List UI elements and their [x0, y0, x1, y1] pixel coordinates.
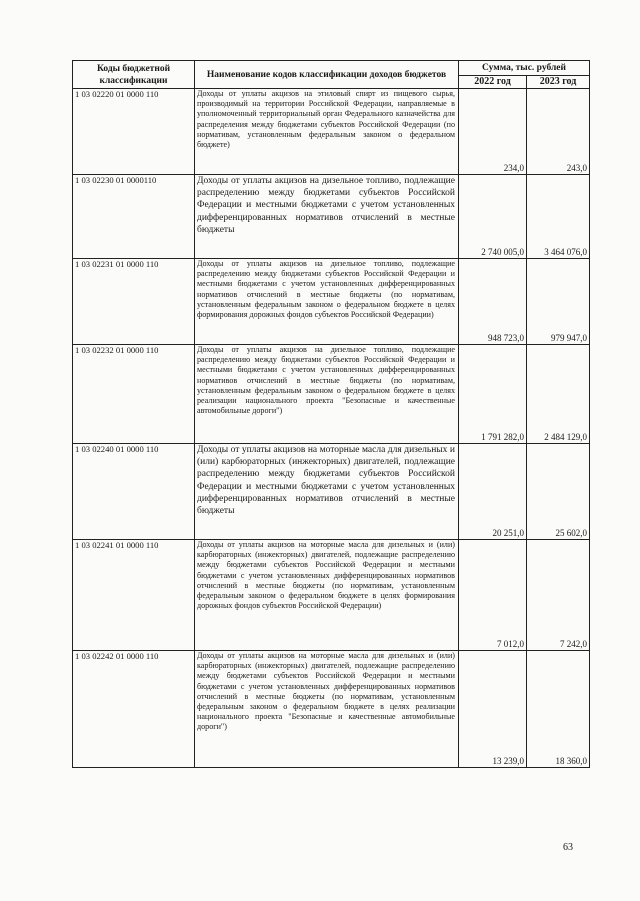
table-row	[73, 259, 590, 345]
table-row	[73, 651, 590, 768]
amount-2023: 2 484 129,0	[527, 345, 590, 444]
amount-2023: 18 360,0	[527, 651, 590, 768]
revenue-table	[72, 60, 590, 768]
header-year-2022: 2022 год	[459, 76, 527, 89]
header-year-2023: 2023 год	[527, 76, 590, 89]
revenue-name: Доходы от уплаты акцизов на моторные масла для дизельных и (или) карбюраторных (инжекторных) двигателей, подлежащие распределению между бюджетами субъектов Российской Федерации и местными бюджетами с учетом установленных дифференцированных нормативов отчислений в местные бюджеты	[195, 444, 459, 540]
amount-2022: 1 791 282,0	[459, 345, 527, 444]
amount-2023: 7 242,0	[527, 540, 590, 651]
revenue-name: Доходы от уплаты акцизов на этиловый спирт из пищевого сырья, производимый на территории Российской Федерации, направляемые в уполномоченный территориальный орган Федерального казначейства для распределения между бюджетами субъектов Российской Федерации (по нормативам, установленным федеральным законом о федеральном бюджете)	[195, 89, 459, 175]
amount-2023: 979 947,0	[527, 259, 590, 345]
budget-code: 1 03 02240 01 0000 110	[73, 444, 195, 540]
budget-code: 1 03 02231 01 0000 110	[73, 259, 195, 345]
budget-code: 1 03 02232 01 0000 110	[73, 345, 195, 444]
amount-2023: 243,0	[527, 89, 590, 175]
header-codes: Коды бюджетной классификации	[73, 61, 195, 89]
header-name: Наименование кодов классификации доходов бюджетов	[195, 61, 459, 89]
revenue-name: Доходы от уплаты акцизов на дизельное топливо, подлежащие распределению между бюджетами субъектов Российской Федерации и местными бюджетами с учетом установленных дифференцированных нормативов отчислений в местные бюджеты (по нормативам, установленным федеральным законом о федеральном бюджете в целях реализации национального проекта "Безопасные и качественные автомобильные дороги")	[195, 345, 459, 444]
revenue-name: Доходы от уплаты акцизов на дизельное топливо, подлежащие распределению между бюджетами субъектов Российской Федерации и местными бюджетами с учетом установленных дифференцированных нормативов отчислений в местные бюджеты	[195, 175, 459, 259]
budget-code: 1 03 02241 01 0000 110	[73, 540, 195, 651]
table-row	[73, 89, 590, 175]
table-row	[73, 540, 590, 651]
amount-2022: 2 740 005,0	[459, 175, 527, 259]
table-row	[73, 175, 590, 259]
budget-code: 1 03 02220 01 0000 110	[73, 89, 195, 175]
header-sum: Сумма, тыс. рублей	[459, 61, 590, 76]
budget-code: 1 03 02230 01 0000110	[73, 175, 195, 259]
amount-2023: 3 464 076,0	[527, 175, 590, 259]
budget-code: 1 03 02242 01 0000 110	[73, 651, 195, 768]
table-row	[73, 345, 590, 444]
revenue-name: Доходы от уплаты акцизов на дизельное топливо, подлежащие распределению между бюджетами субъектов Российской Федерации и местными бюджетами с учетом установленных дифференцированных нормативов отчислений в местные бюджеты (по нормативам, установленным федеральным законом о федеральном бюджете в целях формирования дорожных фондов субъектов Российской Федерации)	[195, 259, 459, 345]
amount-2023: 25 602,0	[527, 444, 590, 540]
page-number: 63	[563, 842, 573, 853]
table-row	[73, 444, 590, 540]
amount-2022: 20 251,0	[459, 444, 527, 540]
amount-2022: 948 723,0	[459, 259, 527, 345]
amount-2022: 13 239,0	[459, 651, 527, 768]
amount-2022: 234,0	[459, 89, 527, 175]
revenue-name: Доходы от уплаты акцизов на моторные масла для дизельных и (или) карбюраторных (инжекторных) двигателей, подлежащие распределению между бюджетами субъектов Российской Федерации и местными бюджетами с учетом установленных дифференцированных нормативов отчислений в местные бюджеты (по нормативам, установленным федеральным законом о федеральном бюджете в целях формирования дорожных фондов субъектов Российской Федерации)	[195, 540, 459, 651]
amount-2022: 7 012,0	[459, 540, 527, 651]
revenue-name: Доходы от уплаты акцизов на моторные масла для дизельных и (или) карбюраторных (инжекторных) двигателей, подлежащие распределению между бюджетами субъектов Российской Федерации и местными бюджетами с учетом установленных дифференцированных нормативов отчислений в местные бюджеты (по нормативам, установленным федеральным законом о федеральном бюджете в целях реализации национального проекта "Безопасные и качественные автомобильные дороги")	[195, 651, 459, 768]
